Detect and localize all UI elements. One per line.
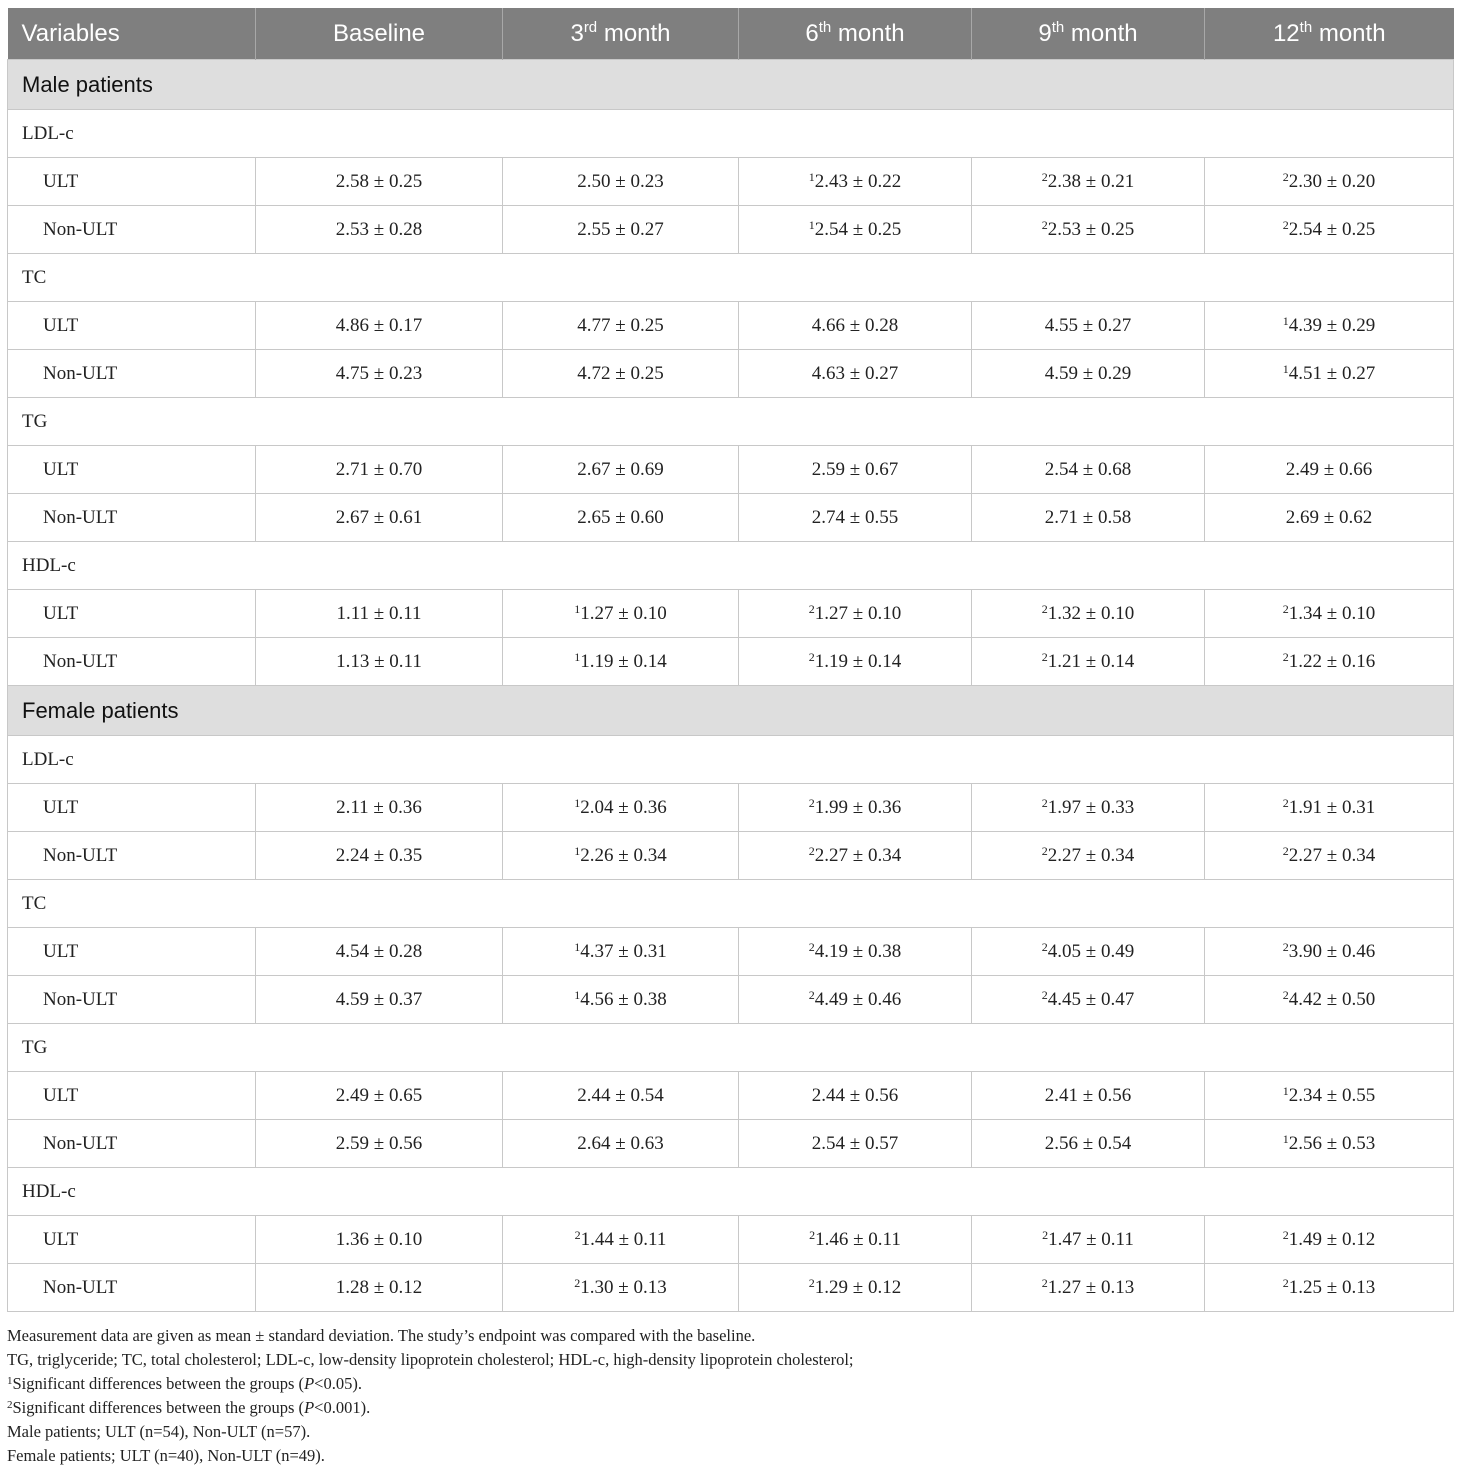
value-cell <box>1205 206 1454 254</box>
cell-value: 2.27 ± 0.34 <box>1047 844 1135 866</box>
cell-value: 2.71 ± 0.70 <box>335 458 423 480</box>
value-cell <box>256 206 503 254</box>
significance-marker: 2 <box>1041 1275 1048 1290</box>
cell-value: 1.91 ± 0.31 <box>1288 796 1376 818</box>
cell-value: 2.54 ± 0.68 <box>1044 458 1132 480</box>
table-row <box>8 976 1454 1024</box>
variable-name: TG <box>8 398 1454 446</box>
value-cell <box>972 832 1205 880</box>
cell-value: 2.53 ± 0.28 <box>335 218 423 240</box>
cell-value: 2.67 ± 0.61 <box>335 506 423 528</box>
female-section-row <box>8 686 1454 736</box>
cell-value: 1.97 ± 0.33 <box>1047 796 1135 818</box>
header-baseline: Baseline <box>256 8 503 60</box>
value-cell <box>256 590 503 638</box>
variable-row <box>8 254 1454 302</box>
cell-value: 2.41 ± 0.56 <box>1044 1084 1132 1106</box>
cell-value: 4.39 ± 0.29 <box>1288 314 1376 336</box>
value-cell <box>972 302 1205 350</box>
value-cell <box>256 350 503 398</box>
table-row <box>8 494 1454 542</box>
value-cell <box>503 494 739 542</box>
male-section-row <box>8 60 1454 110</box>
value-cell <box>739 446 972 494</box>
table-row <box>8 350 1454 398</box>
significance-marker: 2 <box>808 795 815 810</box>
significance-marker: 2 <box>1041 987 1048 1002</box>
significance-marker: 2 <box>1042 1227 1049 1242</box>
value-cell <box>1205 158 1454 206</box>
cell-value: 4.63 ± 0.27 <box>811 362 899 384</box>
cell-value: 2.43 ± 0.22 <box>814 170 902 192</box>
value-cell <box>503 928 739 976</box>
value-cell <box>739 206 972 254</box>
table-row <box>8 1264 1454 1312</box>
cell-value: 4.86 ± 0.17 <box>335 314 423 336</box>
cell-value: 4.59 ± 0.37 <box>335 988 423 1010</box>
value-cell <box>1205 350 1454 398</box>
header-word: month <box>1318 19 1386 47</box>
variable-row <box>8 398 1454 446</box>
header-num: 9 <box>1038 19 1052 47</box>
footnote-text: Significant differences between the groups ( <box>12 1398 305 1417</box>
significance-marker: 2 <box>1282 843 1289 858</box>
cell-value: 2.71 ± 0.58 <box>1044 506 1132 528</box>
cell-value: 2.65 ± 0.60 <box>577 506 664 528</box>
significance-marker: 2 <box>808 1275 815 1290</box>
cell-value: 4.37 ± 0.31 <box>580 940 667 962</box>
group-label: Non-ULT <box>8 1120 256 1168</box>
significance-marker: 2 <box>1282 1227 1289 1242</box>
group-label: ULT <box>8 158 256 206</box>
value-cell <box>972 494 1205 542</box>
value-cell <box>739 158 972 206</box>
variable-name: LDL-c <box>8 110 1454 158</box>
cell-value: 4.42 ± 0.50 <box>1288 988 1376 1010</box>
value-cell <box>503 638 739 686</box>
value-cell <box>256 1072 503 1120</box>
group-label: ULT <box>8 928 256 976</box>
variable-name: HDL-c <box>8 1168 1454 1216</box>
group-label: ULT <box>8 590 256 638</box>
value-cell <box>1205 1264 1454 1312</box>
cell-value: 2.54 ± 0.25 <box>1288 218 1376 240</box>
significance-marker: 1 <box>574 601 581 616</box>
table-body <box>8 60 1454 1312</box>
significance-marker: 2 <box>1041 795 1048 810</box>
value-cell <box>1205 928 1454 976</box>
value-cell <box>1205 1216 1454 1264</box>
significance-marker: 2 <box>1282 169 1289 184</box>
cell-value: 3.90 ± 0.46 <box>1288 940 1376 962</box>
value-cell <box>1205 446 1454 494</box>
cell-value: 2.55 ± 0.27 <box>577 218 664 240</box>
lipid-results-table <box>7 8 1454 1312</box>
table-row <box>8 446 1454 494</box>
cell-value: 2.44 ± 0.54 <box>577 1084 664 1106</box>
significance-marker: 2 <box>1041 843 1048 858</box>
value-cell <box>1205 590 1454 638</box>
cell-value: 1.27 ± 0.13 <box>1047 1276 1135 1298</box>
significance-marker: 2 <box>1041 939 1048 954</box>
cell-value: 1.29 ± 0.12 <box>814 1276 902 1298</box>
footnote-male-n: Male patients; ULT (n=54), Non-ULT (n=57). <box>7 1422 311 1441</box>
significance-marker: 1 <box>808 169 815 184</box>
value-cell <box>503 1120 739 1168</box>
cell-value: 4.75 ± 0.23 <box>335 362 423 384</box>
cell-value: 1.19 ± 0.14 <box>814 650 902 672</box>
table-row <box>8 832 1454 880</box>
value-cell <box>503 1216 739 1264</box>
cell-value: 2.38 ± 0.21 <box>1047 170 1135 192</box>
table-row <box>8 1072 1454 1120</box>
significance-marker: 2 <box>809 1227 816 1242</box>
significance-marker: 2 <box>1041 169 1048 184</box>
section-title: Male patients <box>8 60 1454 110</box>
footnote-abbreviations: TG, triglyceride; TC, total cholesterol; LDL-c, low-density lipoprotein cholesterol; HDL-c, high-density lipoprotein cholesterol; <box>7 1350 854 1369</box>
significance-marker: 1 <box>1282 1131 1289 1146</box>
variable-row <box>8 1168 1454 1216</box>
cell-value: 2.04 ± 0.36 <box>580 796 667 818</box>
significance-marker: 1 <box>574 843 581 858</box>
value-cell <box>1205 1120 1454 1168</box>
value-cell <box>503 590 739 638</box>
group-label: Non-ULT <box>8 976 256 1024</box>
group-label: ULT <box>8 784 256 832</box>
group-label: Non-ULT <box>8 832 256 880</box>
header-month-12 <box>1205 8 1454 60</box>
cell-value: 2.56 ± 0.54 <box>1044 1132 1132 1154</box>
value-cell <box>256 638 503 686</box>
value-cell <box>739 976 972 1024</box>
header-word: month <box>837 19 905 47</box>
header-row <box>8 8 1454 60</box>
significance-marker: 2 <box>808 987 815 1002</box>
cell-value: 2.54 ± 0.57 <box>811 1132 899 1154</box>
value-cell <box>503 446 739 494</box>
table-row <box>8 590 1454 638</box>
value-cell <box>739 638 972 686</box>
significance-marker: 2 <box>1282 987 1289 1002</box>
table-row <box>8 928 1454 976</box>
cell-value: 4.05 ± 0.49 <box>1047 940 1135 962</box>
value-cell <box>972 1072 1205 1120</box>
header-word: month <box>603 19 671 47</box>
cell-value: 2.56 ± 0.53 <box>1288 1132 1376 1154</box>
cell-value: 2.54 ± 0.25 <box>814 218 902 240</box>
value-cell <box>1205 1072 1454 1120</box>
variable-name: HDL-c <box>8 542 1454 590</box>
footnote-marker: 2 <box>7 1399 13 1411</box>
cell-value: 4.54 ± 0.28 <box>335 940 423 962</box>
value-cell <box>1205 494 1454 542</box>
value-cell <box>256 302 503 350</box>
value-cell <box>972 928 1205 976</box>
variable-row <box>8 542 1454 590</box>
cell-value: 1.30 ± 0.13 <box>580 1276 667 1298</box>
significance-marker: 2 <box>1282 217 1289 232</box>
cell-value: 4.45 ± 0.47 <box>1047 988 1135 1010</box>
variable-row <box>8 110 1454 158</box>
significance-marker: 2 <box>1041 649 1048 664</box>
significance-marker: 2 <box>1282 601 1289 616</box>
variable-name: TC <box>8 880 1454 928</box>
significance-marker: 1 <box>574 939 581 954</box>
header-ordinal: th <box>1051 18 1065 36</box>
value-cell <box>739 1264 972 1312</box>
cell-value: 1.19 ± 0.14 <box>580 650 667 672</box>
header-month-3 <box>503 8 739 60</box>
value-cell <box>739 1216 972 1264</box>
group-label: ULT <box>8 446 256 494</box>
section-title: Female patients <box>8 686 1454 736</box>
cell-value: 2.49 ± 0.65 <box>335 1084 423 1106</box>
table-row <box>8 302 1454 350</box>
value-cell <box>972 350 1205 398</box>
cell-value: 1.22 ± 0.16 <box>1288 650 1376 672</box>
value-cell <box>739 1072 972 1120</box>
value-cell <box>503 158 739 206</box>
significance-marker: 2 <box>574 1275 581 1290</box>
cell-value: 1.32 ± 0.10 <box>1047 602 1135 624</box>
value-cell <box>739 590 972 638</box>
significance-marker: 1 <box>574 795 581 810</box>
cell-value: 2.59 ± 0.56 <box>335 1132 423 1154</box>
value-cell <box>256 1120 503 1168</box>
value-cell <box>972 206 1205 254</box>
group-label: Non-ULT <box>8 638 256 686</box>
footnote-p: P <box>304 1398 315 1417</box>
significance-marker: 2 <box>1282 1275 1289 1290</box>
value-cell <box>1205 784 1454 832</box>
variable-name: TC <box>8 254 1454 302</box>
cell-value: 1.47 ± 0.11 <box>1048 1228 1134 1250</box>
header-num: 12 <box>1272 19 1300 47</box>
variable-name: TG <box>8 1024 1454 1072</box>
cell-value: 1.13 ± 0.11 <box>336 650 422 672</box>
group-label: ULT <box>8 1072 256 1120</box>
value-cell <box>503 784 739 832</box>
value-cell <box>972 1216 1205 1264</box>
cell-value: 1.46 ± 0.11 <box>815 1228 901 1250</box>
cell-value: 4.72 ± 0.25 <box>577 362 664 384</box>
cell-value: 2.44 ± 0.56 <box>811 1084 899 1106</box>
value-cell <box>739 1120 972 1168</box>
cell-value: 1.11 ± 0.11 <box>336 602 422 624</box>
cell-value: 2.58 ± 0.25 <box>335 170 423 192</box>
significance-marker: 1 <box>1282 313 1289 328</box>
value-cell <box>1205 832 1454 880</box>
group-label: ULT <box>8 1216 256 1264</box>
cell-value: 1.44 ± 0.11 <box>580 1228 667 1250</box>
variable-row <box>8 1024 1454 1072</box>
value-cell <box>503 206 739 254</box>
variable-row <box>8 736 1454 784</box>
footnote-text: <0.001). <box>314 1398 371 1417</box>
significance-marker: 1 <box>808 217 815 232</box>
table-row <box>8 784 1454 832</box>
footnote-marker: 1 <box>7 1375 13 1387</box>
header-ordinal: th <box>1299 18 1313 36</box>
cell-value: 1.36 ± 0.10 <box>335 1228 423 1250</box>
significance-marker: 1 <box>574 987 581 1002</box>
header-variables: Variables <box>8 8 256 60</box>
header-ordinal: th <box>818 18 832 36</box>
cell-value: 1.21 ± 0.14 <box>1047 650 1135 672</box>
variable-name: LDL-c <box>8 736 1454 784</box>
value-cell <box>1205 302 1454 350</box>
value-cell <box>503 302 739 350</box>
footnote-significance-1 <box>7 1372 1453 1396</box>
cell-value: 2.59 ± 0.67 <box>811 458 899 480</box>
significance-marker: 2 <box>808 649 815 664</box>
value-cell <box>256 1216 503 1264</box>
cell-value: 2.34 ± 0.55 <box>1288 1084 1376 1106</box>
value-cell <box>972 1120 1205 1168</box>
cell-value: 2.27 ± 0.34 <box>1288 844 1376 866</box>
value-cell <box>256 1264 503 1312</box>
cell-value: 4.55 ± 0.27 <box>1044 314 1132 336</box>
cell-value: 2.49 ± 0.66 <box>1285 458 1373 480</box>
header-month-6 <box>739 8 972 60</box>
footnote-female-n: Female patients; ULT (n=40), Non-ULT (n=49). <box>7 1446 325 1465</box>
value-cell <box>503 976 739 1024</box>
value-cell <box>739 302 972 350</box>
footnote-text: Significant differences between the groups ( <box>12 1374 305 1393</box>
results-table-container <box>7 8 1453 1312</box>
significance-marker: 2 <box>1041 217 1048 232</box>
value-cell <box>1205 976 1454 1024</box>
cell-value: 4.56 ± 0.38 <box>580 988 667 1010</box>
significance-marker: 1 <box>1282 361 1289 376</box>
cell-value: 1.27 ± 0.10 <box>580 602 667 624</box>
header-num: 3 <box>570 19 584 47</box>
value-cell <box>972 638 1205 686</box>
footnote-significance-2 <box>7 1396 1453 1420</box>
table-row <box>8 1216 1454 1264</box>
value-cell <box>972 976 1205 1024</box>
cell-value: 2.11 ± 0.36 <box>336 796 422 818</box>
cell-value: 1.49 ± 0.12 <box>1288 1228 1376 1250</box>
value-cell <box>256 928 503 976</box>
cell-value: 2.53 ± 0.25 <box>1047 218 1135 240</box>
header-month-9 <box>972 8 1205 60</box>
value-cell <box>503 1264 739 1312</box>
significance-marker: 1 <box>1282 1083 1289 1098</box>
cell-value: 4.77 ± 0.25 <box>577 314 664 336</box>
significance-marker: 2 <box>1041 601 1048 616</box>
significance-marker: 2 <box>574 1227 581 1242</box>
value-cell <box>256 158 503 206</box>
value-cell <box>972 446 1205 494</box>
cell-value: 1.99 ± 0.36 <box>814 796 902 818</box>
header-num: 6 <box>805 19 819 47</box>
cell-value: 2.50 ± 0.23 <box>577 170 664 192</box>
significance-marker: 1 <box>574 649 581 664</box>
cell-value: 2.27 ± 0.34 <box>814 844 902 866</box>
header-ordinal: rd <box>583 18 598 36</box>
value-cell <box>503 832 739 880</box>
cell-value: 2.24 ± 0.35 <box>335 844 423 866</box>
cell-value: 4.19 ± 0.38 <box>814 940 902 962</box>
cell-value: 2.26 ± 0.34 <box>580 844 667 866</box>
table-row <box>8 158 1454 206</box>
group-label: Non-ULT <box>8 494 256 542</box>
cell-value: 2.30 ± 0.20 <box>1288 170 1376 192</box>
cell-value: 1.28 ± 0.12 <box>335 1276 423 1298</box>
value-cell <box>739 494 972 542</box>
value-cell <box>1205 638 1454 686</box>
value-cell <box>972 1264 1205 1312</box>
value-cell <box>256 784 503 832</box>
table-row <box>8 1120 1454 1168</box>
significance-marker: 2 <box>808 601 815 616</box>
significance-marker: 2 <box>1282 795 1289 810</box>
cell-value: 4.59 ± 0.29 <box>1044 362 1132 384</box>
cell-value: 1.27 ± 0.10 <box>814 602 902 624</box>
group-label: Non-ULT <box>8 1264 256 1312</box>
cell-value: 4.66 ± 0.28 <box>811 314 899 336</box>
cell-value: 4.51 ± 0.27 <box>1288 362 1376 384</box>
value-cell <box>972 158 1205 206</box>
value-cell <box>972 590 1205 638</box>
value-cell <box>503 350 739 398</box>
value-cell <box>739 928 972 976</box>
value-cell <box>256 832 503 880</box>
header-word: month <box>1070 19 1138 47</box>
significance-marker: 2 <box>1282 649 1289 664</box>
value-cell <box>972 784 1205 832</box>
cell-value: 2.69 ± 0.62 <box>1285 506 1373 528</box>
value-cell <box>739 350 972 398</box>
cell-value: 1.25 ± 0.13 <box>1288 1276 1376 1298</box>
value-cell <box>739 832 972 880</box>
cell-value: 1.34 ± 0.10 <box>1288 602 1376 624</box>
value-cell <box>739 784 972 832</box>
value-cell <box>503 1072 739 1120</box>
cell-value: 2.64 ± 0.63 <box>577 1132 664 1154</box>
value-cell <box>256 494 503 542</box>
significance-marker: 2 <box>1282 939 1289 954</box>
footnote-p: P <box>304 1374 315 1393</box>
cell-value: 2.74 ± 0.55 <box>811 506 899 528</box>
value-cell <box>256 446 503 494</box>
table-row <box>8 206 1454 254</box>
significance-marker: 2 <box>808 843 815 858</box>
cell-value: 2.67 ± 0.69 <box>577 458 664 480</box>
group-label: Non-ULT <box>8 206 256 254</box>
variable-row <box>8 880 1454 928</box>
footnote-measurement: Measurement data are given as mean ± standard deviation. The study’s endpoint was compared with the baseline. <box>7 1326 756 1345</box>
table-row <box>8 638 1454 686</box>
significance-marker: 2 <box>808 939 815 954</box>
footnote-text: <0.05). <box>314 1374 362 1393</box>
group-label: ULT <box>8 302 256 350</box>
table-footnotes <box>7 1324 1453 1468</box>
value-cell <box>256 976 503 1024</box>
cell-value: 4.49 ± 0.46 <box>814 988 902 1010</box>
group-label: Non-ULT <box>8 350 256 398</box>
